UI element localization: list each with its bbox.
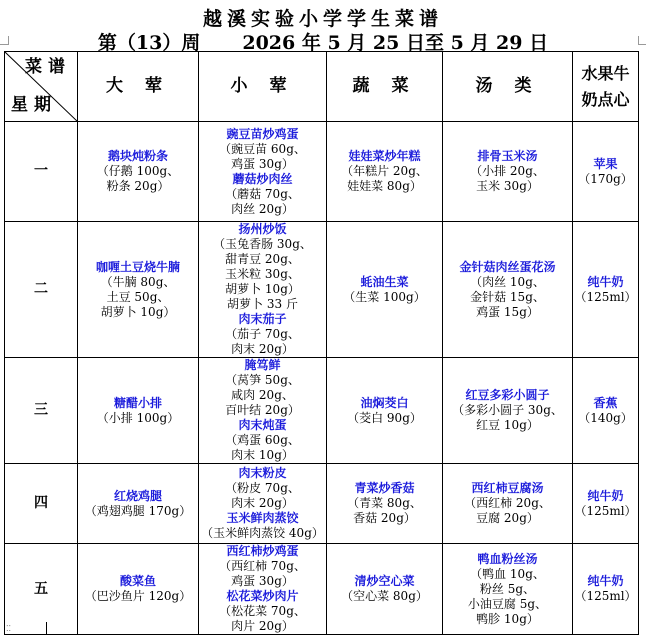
menu-title: 越溪实验小学学生菜谱 bbox=[202, 8, 443, 30]
table-row bbox=[5, 464, 639, 544]
dish-name: 豌豆苗炒鸡蛋 bbox=[226, 126, 299, 141]
dish-name: 酸菜鱼 bbox=[119, 574, 156, 588]
dish-ingredients: （170g） bbox=[578, 171, 633, 186]
big-meat-cell bbox=[78, 464, 199, 544]
dish-ingredients: 肉丝 20g） bbox=[231, 201, 294, 216]
big-meat-cell bbox=[78, 122, 199, 222]
dish-ingredients: 肉末 10g） bbox=[231, 448, 294, 462]
dish-name: 蘑菇炒肉丝 bbox=[232, 171, 293, 186]
small-meat-cell bbox=[199, 544, 327, 635]
dish-ingredients: 豆腐 20g） bbox=[476, 511, 539, 525]
corner-header-cell bbox=[5, 52, 78, 122]
dish-ingredients: （鸭血 10g、 bbox=[470, 566, 545, 581]
dish-ingredients: （松花菜 70g、 bbox=[219, 604, 306, 618]
header-fruit-line: 水果牛 bbox=[581, 63, 630, 83]
weekday-cell: 一 bbox=[5, 122, 78, 222]
dish-ingredients: 咸肉 20g、 bbox=[231, 388, 294, 402]
weekday-cell: 三 bbox=[5, 358, 78, 464]
dish-name: 纯牛奶 bbox=[587, 274, 624, 289]
dish-ingredients: （西红柿 20g、 bbox=[464, 496, 551, 510]
dish-ingredients: （巴沙鱼片 120g） bbox=[84, 589, 192, 603]
dish-ingredients: 粉丝 5g、 bbox=[479, 581, 536, 596]
big-meat-cell bbox=[78, 544, 199, 635]
dish-name: 娃娃菜炒年糕 bbox=[348, 149, 421, 163]
dish-ingredients: （鸡翅鸡腿 170g） bbox=[84, 503, 192, 518]
dish-name: 鹅块炖粉条 bbox=[107, 149, 168, 163]
big-meat-cell bbox=[78, 222, 199, 358]
table-row bbox=[5, 358, 639, 464]
vegetable-cell bbox=[327, 358, 443, 464]
date-range: 2026 年 5 月 25 日至 5 月 29 日 bbox=[242, 32, 549, 54]
big-meat-cell bbox=[78, 358, 199, 464]
small-meat-cell bbox=[199, 122, 327, 222]
header-big-meat: 大 荤 bbox=[78, 52, 199, 122]
header-small-meat: 小 荤 bbox=[199, 52, 327, 122]
soup-cell bbox=[443, 222, 573, 358]
dish-name: 金针菇肉丝蛋花汤 bbox=[459, 259, 556, 274]
dish-name: 玉米鲜肉蒸饺 bbox=[226, 511, 299, 525]
dish-name: 红烧鸡腿 bbox=[113, 488, 162, 503]
week-label: 第（13）周 bbox=[97, 32, 201, 54]
dish-ingredients: 红豆 10g） bbox=[476, 418, 539, 432]
dish-ingredients: （肉丝 10g、 bbox=[470, 274, 545, 289]
dish-ingredients: 肉末 20g） bbox=[231, 342, 294, 356]
dish-ingredients: 胡萝卜 33 斤 bbox=[227, 297, 298, 311]
dish-name: 松花菜炒肉片 bbox=[226, 589, 299, 603]
dish-name: 糖醋小排 bbox=[113, 395, 162, 410]
dish-name: 纯牛奶 bbox=[587, 574, 624, 588]
vegetable-cell bbox=[327, 222, 443, 358]
dish-name: 肉末茄子 bbox=[238, 312, 287, 326]
dish-name: 扬州炒饭 bbox=[238, 222, 287, 236]
dish-name: 青菜炒香菇 bbox=[354, 481, 415, 495]
soup-cell bbox=[443, 122, 573, 222]
dish-name: 油焖茭白 bbox=[360, 395, 409, 410]
corner-label-menu: 菜谱 bbox=[25, 57, 71, 77]
dish-ingredients: （西红柿 70g、 bbox=[219, 559, 306, 573]
dish-ingredients: （年糕片 20g、 bbox=[341, 164, 428, 178]
small-meat-cell bbox=[199, 464, 327, 544]
dish-ingredients: （莴笋 50g、 bbox=[225, 373, 300, 387]
vegetable-cell bbox=[327, 464, 443, 544]
header-soup: 汤 类 bbox=[443, 52, 573, 122]
table-row bbox=[5, 544, 639, 635]
dish-name: 咖喱土豆烧牛腩 bbox=[95, 259, 180, 274]
dish-ingredients: 甜青豆 20g、 bbox=[225, 252, 300, 266]
dish-ingredients: （小排 100g） bbox=[96, 410, 180, 425]
dish-ingredients: （空心菜 80g） bbox=[341, 589, 428, 603]
dish-name: 鸭血粉丝汤 bbox=[477, 551, 538, 566]
dish-ingredients: （豌豆苗 60g、 bbox=[219, 141, 306, 156]
fruit-milk-cell bbox=[573, 464, 639, 544]
weekday-cell: 四 bbox=[5, 464, 78, 544]
weekday-cell: 五 bbox=[5, 544, 78, 635]
corner-label-weekday: 星期 bbox=[11, 95, 57, 115]
dish-name: 西红柿豆腐汤 bbox=[471, 481, 544, 495]
dish-ingredients: （鸡蛋 60g、 bbox=[225, 433, 300, 447]
dish-ingredients: （125ml） bbox=[574, 589, 637, 603]
table-row bbox=[5, 222, 639, 358]
dish-ingredients: （玉米鲜肉蒸饺 40g） bbox=[201, 526, 324, 540]
dish-ingredients: 娃娃菜 80g） bbox=[347, 179, 422, 193]
text-cursor bbox=[46, 622, 47, 634]
weekday-cell: 二 bbox=[5, 222, 78, 358]
dish-ingredients: 鸭胗 10g） bbox=[476, 611, 539, 626]
fruit-milk-cell bbox=[573, 222, 639, 358]
dish-ingredients: 肉片 20g） bbox=[231, 619, 294, 633]
dish-name: 红豆多彩小圆子 bbox=[465, 388, 550, 402]
dish-ingredients: （小排 20g、 bbox=[470, 164, 545, 178]
dish-ingredients: 玉米 30g） bbox=[476, 179, 539, 193]
table-row bbox=[5, 122, 639, 222]
dish-ingredients: （蘑菇 70g、 bbox=[225, 186, 300, 201]
dish-ingredients: 粉条 20g） bbox=[106, 179, 170, 193]
small-meat-cell bbox=[199, 358, 327, 464]
dish-ingredients: 小油豆腐 5g、 bbox=[467, 596, 548, 611]
dish-name: 肉末粉皮 bbox=[238, 466, 287, 480]
dish-ingredients: 香菇 20g） bbox=[353, 511, 416, 525]
dish-ingredients: （仔鹅 100g、 bbox=[96, 164, 180, 178]
dish-ingredients: （茄子 70g、 bbox=[225, 327, 300, 341]
soup-cell bbox=[443, 358, 573, 464]
dish-ingredients: 鸡蛋 30g） bbox=[231, 156, 294, 171]
vegetable-cell bbox=[327, 544, 443, 635]
dish-ingredients: （玉兔香肠 30g、 bbox=[213, 237, 312, 251]
dish-ingredients: （粉皮 70g、 bbox=[225, 481, 300, 495]
dish-ingredients: （牛腩 80g、 bbox=[100, 274, 176, 289]
dish-ingredients: （125ml） bbox=[574, 289, 637, 304]
dish-name: 香蕉 bbox=[593, 395, 618, 410]
dish-name: 腌笃鲜 bbox=[244, 358, 281, 372]
small-meat-cell bbox=[199, 222, 327, 358]
dish-ingredients: （茭白 90g） bbox=[347, 410, 422, 425]
dish-name: 清炒空心菜 bbox=[354, 574, 415, 588]
dish-ingredients: （生菜 100g） bbox=[343, 289, 426, 304]
header-fruit-milk bbox=[573, 52, 639, 122]
dish-ingredients: 胡萝卜 10g） bbox=[100, 304, 176, 319]
dish-ingredients: 百叶结 20g） bbox=[225, 403, 300, 417]
dish-name: 苹果 bbox=[593, 156, 618, 171]
dish-ingredients: （青菜 80g、 bbox=[347, 496, 422, 510]
dish-ingredients: （125ml） bbox=[574, 503, 637, 518]
fruit-milk-cell bbox=[573, 358, 639, 464]
dish-ingredients: 鸡蛋 15g） bbox=[476, 304, 539, 319]
dish-ingredients: 肉末 20g） bbox=[231, 496, 294, 510]
dish-name: 排骨玉米汤 bbox=[477, 149, 538, 163]
dish-ingredients: 胡萝卜 10g） bbox=[225, 282, 300, 296]
dish-name: 纯牛奶 bbox=[587, 488, 624, 503]
dish-name: 肉末炖蛋 bbox=[238, 418, 287, 432]
fruit-milk-cell bbox=[573, 544, 639, 635]
header-fruit-line: 奶点心 bbox=[581, 89, 630, 109]
vegetable-cell bbox=[327, 122, 443, 222]
dish-ingredients: 玉米粒 30g、 bbox=[225, 267, 300, 281]
soup-cell bbox=[443, 464, 573, 544]
menu-table bbox=[4, 51, 639, 635]
paragraph-mark: ⁚⁚ bbox=[6, 624, 12, 633]
dish-ingredients: （140g） bbox=[578, 410, 633, 425]
fruit-milk-cell bbox=[573, 122, 639, 222]
dish-ingredients: （多彩小圆子 30g、 bbox=[452, 403, 563, 417]
header-vegetable: 蔬 菜 bbox=[327, 52, 443, 122]
dish-ingredients: 土豆 50g、 bbox=[106, 289, 170, 304]
soup-cell bbox=[443, 544, 573, 635]
dish-name: 蚝油生菜 bbox=[360, 274, 409, 289]
dish-name: 西红柿炒鸡蛋 bbox=[226, 544, 299, 558]
dish-ingredients: 鸡蛋 30g） bbox=[231, 574, 294, 588]
dish-ingredients: 金针菇 15g、 bbox=[470, 289, 545, 304]
